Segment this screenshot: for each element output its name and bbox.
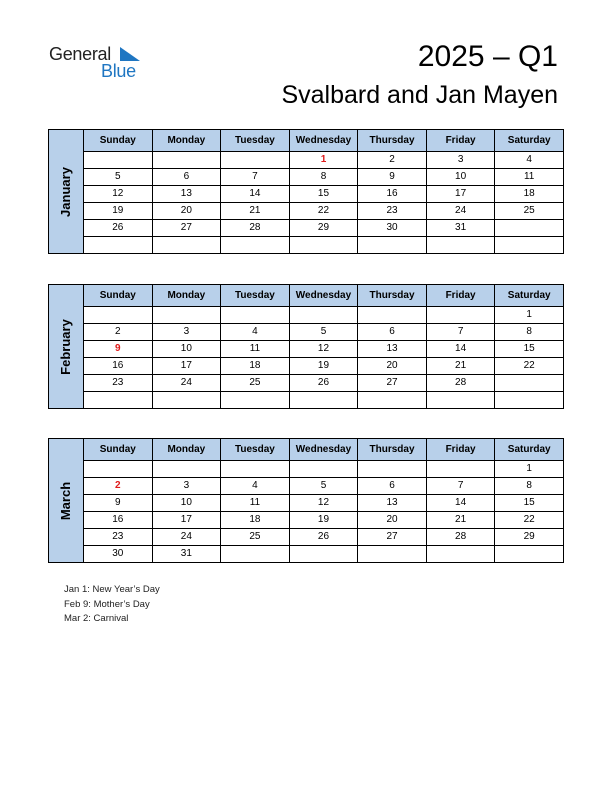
week-row [49,375,564,392]
day-number: 1 [320,154,327,165]
day-cell [358,152,427,169]
calendar-table [48,438,564,563]
week-row [49,307,564,324]
day-cell [84,237,153,254]
day-cell [358,512,427,529]
weekday-header: Monday [152,285,221,307]
day-number: 24 [180,531,192,542]
week-row [49,478,564,495]
day-cell [495,461,564,478]
day-cell [426,152,495,169]
weekday-header: Wednesday [289,285,358,307]
day-number: 11 [249,497,261,508]
day-cell [289,237,358,254]
month-name: March [58,481,73,520]
day-number: 18 [249,514,261,525]
day-cell [358,220,427,237]
day-cell [495,152,564,169]
week-row [49,529,564,546]
week-row [49,495,564,512]
week-row [49,237,564,254]
day-cell [426,220,495,237]
day-cell [84,324,153,341]
week-row [49,461,564,478]
day-number: 2 [115,326,121,337]
day-number: 13 [180,188,192,199]
day-cell [426,478,495,495]
day-cell [495,324,564,341]
day-cell [221,546,290,563]
day-cell [152,341,221,358]
day-number: 25 [523,205,535,216]
day-cell [289,169,358,186]
weekday-header: Saturday [495,130,564,152]
day-cell [289,358,358,375]
day-cell [495,341,564,358]
day-number: 29 [523,531,535,542]
day-cell [152,375,221,392]
day-number: 28 [455,531,467,542]
day-cell [426,529,495,546]
day-number: 8 [526,326,532,337]
month-label-cell [49,130,84,254]
page-title: 2025 – Q1 [417,40,558,73]
weekday-header: Thursday [358,130,427,152]
day-cell [289,220,358,237]
day-cell [152,237,221,254]
day-number: 2 [115,480,121,491]
week-row [49,169,564,186]
holiday-note: Feb 9: Mother’s Day [64,598,150,610]
day-number: 27 [180,222,192,233]
day-number: 6 [389,480,395,491]
day-number: 30 [112,548,124,559]
day-cell [152,512,221,529]
day-cell [221,237,290,254]
day-cell [495,358,564,375]
weekday-header: Sunday [84,285,153,307]
month-calendar-march [48,438,564,563]
weekday-header: Friday [426,130,495,152]
day-cell [84,169,153,186]
day-number: 31 [180,548,192,559]
day-cell [289,495,358,512]
day-cell [221,529,290,546]
day-cell [152,461,221,478]
week-row [49,512,564,529]
generalblue-logo [49,44,149,84]
day-cell [84,341,153,358]
day-number: 26 [317,377,330,388]
day-number: 1 [526,463,532,474]
day-number: 20 [386,360,398,371]
weekday-header: Friday [426,439,495,461]
day-number: 19 [112,205,124,216]
day-cell [426,237,495,254]
day-cell [152,324,221,341]
day-cell [221,495,290,512]
day-number: 25 [249,531,261,542]
day-number: 11 [523,171,535,182]
day-cell [358,358,427,375]
day-number: 22 [523,360,535,371]
day-number: 25 [249,377,261,388]
day-cell [221,375,290,392]
day-cell [221,324,290,341]
day-number: 17 [180,514,192,525]
weekday-header: Monday [152,130,221,152]
day-cell [358,495,427,512]
day-cell [426,546,495,563]
day-cell [358,478,427,495]
day-cell [289,392,358,409]
day-number: 12 [317,497,330,508]
weekday-header: Tuesday [221,130,290,152]
day-number: 23 [112,377,124,388]
day-cell [84,392,153,409]
weekday-header: Sunday [84,439,153,461]
day-cell [495,203,564,220]
day-number: 9 [389,171,395,182]
day-cell [289,512,358,529]
day-cell [221,358,290,375]
day-cell [84,495,153,512]
day-cell [289,152,358,169]
day-number: 18 [249,360,261,371]
week-row [49,358,564,375]
day-cell [84,512,153,529]
day-number: 19 [317,360,330,371]
day-number: 20 [180,205,192,216]
day-cell [358,203,427,220]
day-cell [358,307,427,324]
day-number: 29 [317,222,330,233]
weekday-header: Sunday [84,130,153,152]
day-cell [84,375,153,392]
day-cell [152,203,221,220]
day-cell [358,186,427,203]
day-cell [152,169,221,186]
day-number: 22 [317,205,330,216]
day-cell [495,529,564,546]
logo-text-general: General [49,44,111,64]
day-number: 6 [183,171,190,182]
day-cell [426,186,495,203]
day-cell [84,546,153,563]
day-number: 8 [526,480,532,491]
week-row [49,220,564,237]
day-number: 7 [252,171,258,182]
day-number: 7 [457,326,464,337]
month-name: January [58,166,73,217]
day-cell [152,392,221,409]
weekday-header-row [49,285,564,307]
day-cell [426,203,495,220]
day-cell [152,478,221,495]
day-number: 26 [112,222,124,233]
day-cell [152,495,221,512]
day-cell [426,324,495,341]
day-cell [221,461,290,478]
day-cell [426,392,495,409]
day-number: 28 [455,377,467,388]
weekday-header: Wednesday [289,439,358,461]
day-cell [289,307,358,324]
day-cell [221,152,290,169]
day-cell [152,186,221,203]
month-label-cell [49,439,84,563]
day-cell [152,152,221,169]
day-cell [289,478,358,495]
day-number: 9 [115,343,121,354]
day-number: 10 [180,497,192,508]
day-number: 16 [112,514,124,525]
day-number: 15 [523,497,535,508]
day-number: 3 [457,154,464,165]
day-cell [221,169,290,186]
day-number: 27 [386,531,398,542]
day-number: 6 [389,326,395,337]
day-cell [221,307,290,324]
day-number: 21 [249,205,261,216]
day-cell [358,461,427,478]
day-number: 3 [183,480,190,491]
week-row [49,392,564,409]
calendar-table [48,284,564,409]
day-cell [426,375,495,392]
day-cell [152,358,221,375]
day-cell [358,546,427,563]
day-cell [289,529,358,546]
day-number: 10 [455,171,467,182]
day-number: 12 [112,188,124,199]
day-cell [426,307,495,324]
day-cell [289,546,358,563]
day-number: 4 [252,480,258,491]
weekday-header-row [49,439,564,461]
month-label-cell [49,285,84,409]
day-cell [84,152,153,169]
day-cell [152,220,221,237]
day-cell [221,341,290,358]
weekday-header: Friday [426,285,495,307]
day-cell [358,237,427,254]
day-cell [358,324,427,341]
day-cell [221,203,290,220]
day-cell [495,186,564,203]
day-cell [426,341,495,358]
day-cell [221,220,290,237]
day-cell [84,186,153,203]
day-number: 12 [317,343,330,354]
day-cell [426,512,495,529]
day-number: 23 [386,205,398,216]
day-number: 24 [455,205,467,216]
holiday-note: Mar 2: Carnival [64,613,129,624]
day-number: 24 [180,377,192,388]
day-cell [495,169,564,186]
day-cell [84,203,153,220]
weekday-header: Tuesday [221,285,290,307]
week-row [49,546,564,563]
calendar-table [48,129,564,254]
day-cell [426,461,495,478]
day-number: 31 [455,222,467,233]
day-number: 10 [180,343,192,354]
day-number: 21 [455,514,467,525]
day-number: 13 [386,343,398,354]
week-row [49,324,564,341]
holiday-note: Jan 1: New Year’s Day [64,584,160,595]
weekday-header-row [49,130,564,152]
day-cell [426,358,495,375]
day-number: 4 [252,326,258,337]
day-cell [221,512,290,529]
day-number: 14 [455,497,467,508]
day-number: 14 [455,343,467,354]
day-number: 14 [249,188,261,199]
day-cell [426,169,495,186]
holiday-notes [64,583,160,627]
weekday-header: Tuesday [221,439,290,461]
day-cell [358,169,427,186]
day-cell [495,375,564,392]
week-row [49,203,564,220]
day-number: 4 [526,154,532,165]
day-cell [221,478,290,495]
weekday-header: Saturday [495,285,564,307]
day-number: 21 [455,360,467,371]
day-cell [84,529,153,546]
day-number: 8 [320,171,327,182]
day-cell [289,375,358,392]
day-number: 30 [386,222,398,233]
day-cell [495,512,564,529]
day-number: 15 [523,343,535,354]
day-number: 5 [320,326,327,337]
day-cell [495,237,564,254]
day-cell [289,341,358,358]
day-number: 16 [386,188,398,199]
day-number: 18 [523,188,535,199]
month-name: February [58,318,73,375]
day-cell [221,186,290,203]
day-number: 11 [249,343,261,354]
weekday-header: Wednesday [289,130,358,152]
page-subtitle: Svalbard and Jan Mayen [281,81,558,109]
week-row [49,186,564,203]
day-number: 26 [317,531,330,542]
weekday-header: Monday [152,439,221,461]
day-number: 17 [180,360,192,371]
day-cell [84,220,153,237]
logo-triangle-icon [120,47,140,61]
day-number: 22 [523,514,535,525]
day-number: 15 [317,188,330,199]
logo-text-blue: Blue [101,61,136,81]
day-number: 3 [183,326,190,337]
month-calendar-february [48,284,564,409]
day-number: 2 [389,154,395,165]
day-cell [152,529,221,546]
weekday-header: Saturday [495,439,564,461]
day-number: 19 [317,514,330,525]
day-cell [84,461,153,478]
day-cell [495,495,564,512]
day-number: 16 [112,360,124,371]
day-cell [358,392,427,409]
day-cell [426,495,495,512]
day-number: 20 [386,514,398,525]
day-number: 28 [249,222,261,233]
day-number: 23 [112,531,124,542]
weekday-header: Thursday [358,285,427,307]
day-number: 13 [386,497,398,508]
day-cell [495,546,564,563]
day-cell [495,478,564,495]
day-cell [495,392,564,409]
day-cell [221,392,290,409]
day-number: 27 [386,377,398,388]
weekday-header: Thursday [358,439,427,461]
day-cell [152,307,221,324]
day-number: 17 [455,188,467,199]
day-cell [495,307,564,324]
day-cell [289,324,358,341]
day-cell [84,478,153,495]
day-cell [84,307,153,324]
day-cell [358,341,427,358]
month-calendar-january [48,129,564,254]
day-cell [289,203,358,220]
week-row [49,152,564,169]
day-cell [289,461,358,478]
day-cell [358,375,427,392]
day-cell [152,546,221,563]
day-number: 9 [115,497,121,508]
day-number: 1 [526,309,532,320]
week-row [49,341,564,358]
day-cell [358,529,427,546]
day-cell [495,220,564,237]
day-cell [289,186,358,203]
day-cell [84,358,153,375]
day-number: 7 [457,480,464,491]
day-number: 5 [115,171,121,182]
day-number: 5 [320,480,327,491]
